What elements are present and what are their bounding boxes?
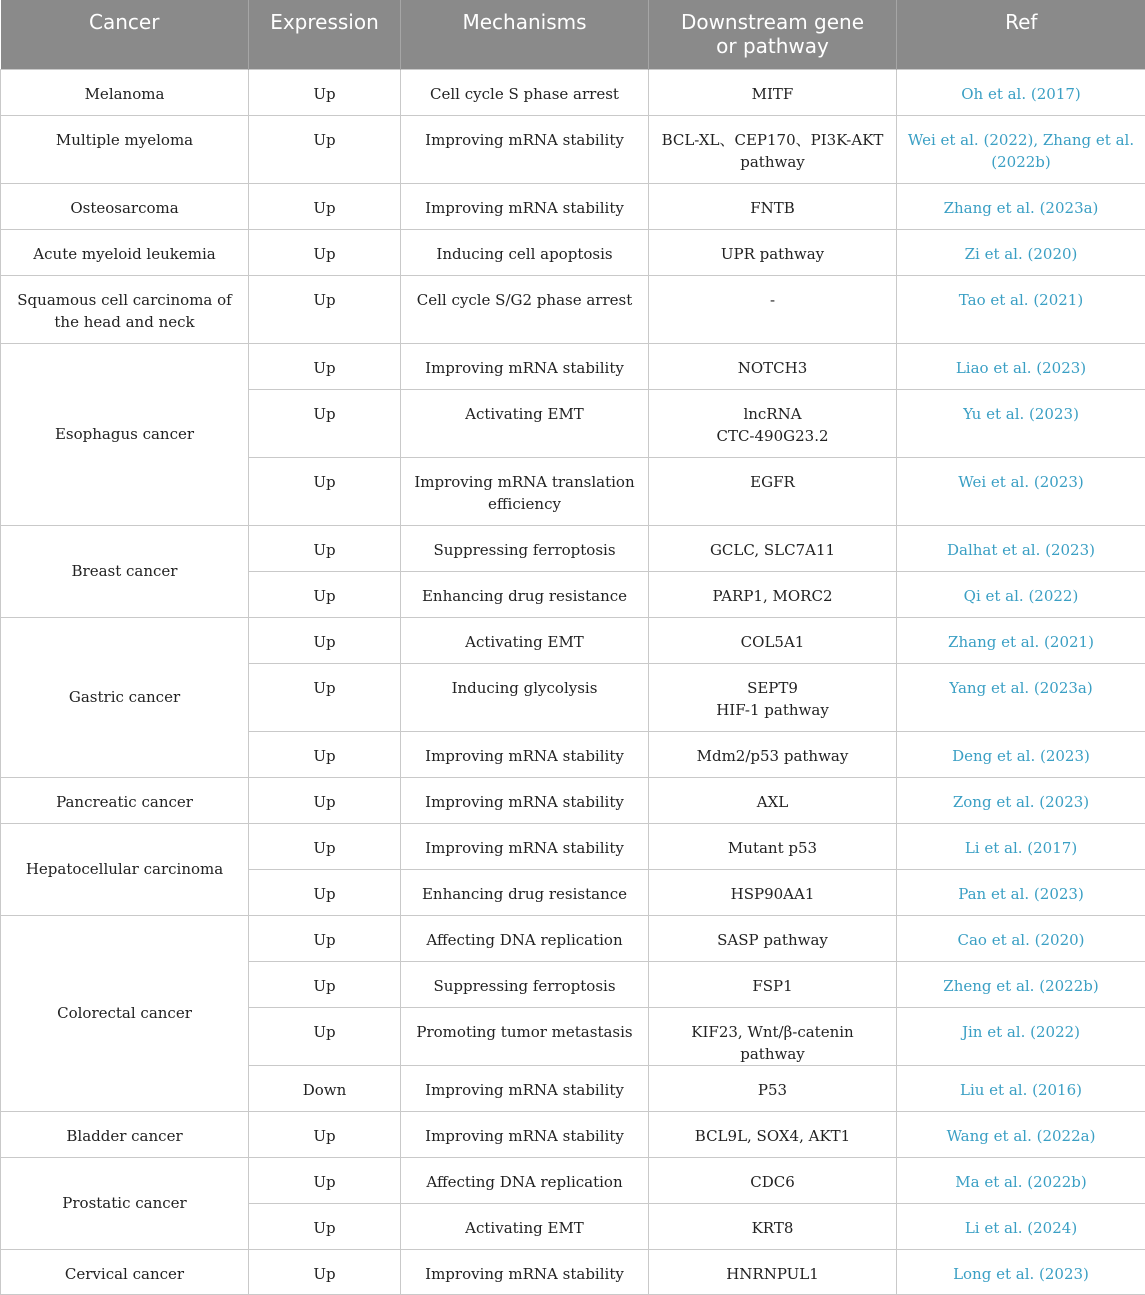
ref-link[interactable]: Jin et al. (2022) <box>897 1007 1145 1065</box>
ref-link[interactable]: Yang et al. (2023a) <box>897 663 1145 731</box>
mechanism-cell: Inducing glycolysis <box>401 663 649 731</box>
expression-cell: Up <box>249 115 401 183</box>
downstream-cell: MITF <box>649 69 897 115</box>
expression-cell: Up <box>249 915 401 961</box>
table-body <box>1 69 1145 1294</box>
downstream-cell: BCL9L, SOX4, AKT1 <box>649 1111 897 1157</box>
downstream-cell: BCL-XL、CEP170、PI3K-AKT pathway <box>649 115 897 183</box>
expression-cell: Up <box>249 525 401 571</box>
downstream-cell: UPR pathway <box>649 229 897 275</box>
table-row <box>1 1157 1145 1203</box>
table-header <box>1 0 1145 69</box>
expression-cell: Up <box>249 457 401 525</box>
mechanism-cell: Improving mRNA stability <box>401 183 649 229</box>
expression-cell: Up <box>249 777 401 823</box>
ref-link[interactable]: Pan et al. (2023) <box>897 869 1145 915</box>
expression-cell: Up <box>249 571 401 617</box>
expression-cell: Up <box>249 1249 401 1294</box>
mechanism-cell: Improving mRNA stability <box>401 343 649 389</box>
table-row <box>1 915 1145 961</box>
downstream-cell: SASP pathway <box>649 915 897 961</box>
table-row <box>1 1111 1145 1157</box>
cancer-cell: Bladder cancer <box>1 1111 249 1157</box>
table-row <box>1 69 1145 115</box>
mechanism-cell: Enhancing drug resistance <box>401 869 649 915</box>
expression-cell: Up <box>249 229 401 275</box>
header-ref: Ref <box>897 0 1145 69</box>
expression-cell: Up <box>249 663 401 731</box>
cancer-cell: Melanoma <box>1 69 249 115</box>
cancer-cell: Multiple myeloma <box>1 115 249 183</box>
ref-link[interactable]: Zong et al. (2023) <box>897 777 1145 823</box>
mechanism-cell: Affecting DNA replication <box>401 1157 649 1203</box>
downstream-cell: PARP1, MORC2 <box>649 571 897 617</box>
header-downstream: Downstream gene or pathway <box>649 0 897 69</box>
cancer-cell: Prostatic cancer <box>1 1157 249 1249</box>
expression-cell: Up <box>249 1111 401 1157</box>
mechanism-cell: Cell cycle S/G2 phase arrest <box>401 275 649 343</box>
cancer-cell: Osteosarcoma <box>1 183 249 229</box>
ref-link[interactable]: Dalhat et al. (2023) <box>897 525 1145 571</box>
table-row <box>1 343 1145 389</box>
ref-link[interactable]: Oh et al. (2017) <box>897 69 1145 115</box>
downstream-cell: SEPT9 HIF-1 pathway <box>649 663 897 731</box>
mechanism-cell: Improving mRNA stability <box>401 823 649 869</box>
cancer-cell: Acute myeloid leukemia <box>1 229 249 275</box>
cancer-cell: Cervical cancer <box>1 1249 249 1294</box>
expression-cell: Up <box>249 617 401 663</box>
expression-cell: Up <box>249 1007 401 1065</box>
mechanism-cell: Promoting tumor metastasis <box>401 1007 649 1065</box>
downstream-cell: COL5A1 <box>649 617 897 663</box>
mechanism-cell: Improving mRNA stability <box>401 731 649 777</box>
ref-link[interactable]: Wei et al. (2023) <box>897 457 1145 525</box>
cancer-cell: Gastric cancer <box>1 617 249 777</box>
downstream-cell: CDC6 <box>649 1157 897 1203</box>
cancer-cell: Colorectal cancer <box>1 915 249 1111</box>
expression-cell: Up <box>249 731 401 777</box>
expression-cell: Up <box>249 823 401 869</box>
downstream-cell: P53 <box>649 1065 897 1111</box>
table-row <box>1 1249 1145 1294</box>
mechanism-cell: Cell cycle S phase arrest <box>401 69 649 115</box>
table-row <box>1 115 1145 183</box>
downstream-cell: Mdm2/p53 pathway <box>649 731 897 777</box>
table-row <box>1 183 1145 229</box>
downstream-cell: Mutant p53 <box>649 823 897 869</box>
ref-link[interactable]: Qi et al. (2022) <box>897 571 1145 617</box>
ref-link[interactable]: Li et al. (2024) <box>897 1203 1145 1249</box>
downstream-cell: AXL <box>649 777 897 823</box>
downstream-cell: EGFR <box>649 457 897 525</box>
mechanism-cell: Activating EMT <box>401 617 649 663</box>
table-row <box>1 229 1145 275</box>
expression-cell: Up <box>249 961 401 1007</box>
expression-cell: Up <box>249 69 401 115</box>
ref-link[interactable]: Liu et al. (2016) <box>897 1065 1145 1111</box>
downstream-cell: KRT8 <box>649 1203 897 1249</box>
header-mechanisms: Mechanisms <box>401 0 649 69</box>
ref-link[interactable]: Cao et al. (2020) <box>897 915 1145 961</box>
ref-link[interactable]: Li et al. (2017) <box>897 823 1145 869</box>
mechanism-cell: Improving mRNA translation efficiency <box>401 457 649 525</box>
ref-link[interactable]: Yu et al. (2023) <box>897 389 1145 457</box>
expression-cell: Up <box>249 1203 401 1249</box>
mechanism-cell: Inducing cell apoptosis <box>401 229 649 275</box>
downstream-cell: GCLC, SLC7A11 <box>649 525 897 571</box>
expression-cell: Up <box>249 389 401 457</box>
ref-link[interactable]: Long et al. (2023) <box>897 1249 1145 1294</box>
expression-cell: Up <box>249 343 401 389</box>
ref-link[interactable]: Zhang et al. (2023a) <box>897 183 1145 229</box>
expression-cell: Up <box>249 1157 401 1203</box>
mechanism-cell: Improving mRNA stability <box>401 115 649 183</box>
downstream-cell: FNTB <box>649 183 897 229</box>
downstream-cell: - <box>649 275 897 343</box>
ref-link[interactable]: Ma et al. (2022b) <box>897 1157 1145 1203</box>
expression-cell: Up <box>249 869 401 915</box>
ref-link[interactable]: Wang et al. (2022a) <box>897 1111 1145 1157</box>
expression-cell: Up <box>249 275 401 343</box>
cancer-cell: Squamous cell carcinoma of the head and neck <box>1 275 249 343</box>
mechanism-cell: Improving mRNA stability <box>401 777 649 823</box>
table-row <box>1 525 1145 571</box>
downstream-cell: HSP90AA1 <box>649 869 897 915</box>
header-cancer: Cancer <box>1 0 249 69</box>
ref-link[interactable]: Liao et al. (2023) <box>897 343 1145 389</box>
mechanism-cell: Activating EMT <box>401 1203 649 1249</box>
mechanism-cell: Affecting DNA replication <box>401 915 649 961</box>
downstream-cell: NOTCH3 <box>649 343 897 389</box>
expression-cell: Down <box>249 1065 401 1111</box>
ref-link[interactable]: Tao et al. (2021) <box>897 275 1145 343</box>
mechanism-cell: Enhancing drug resistance <box>401 571 649 617</box>
downstream-cell: HNRNPUL1 <box>649 1249 897 1294</box>
ref-link[interactable]: Zheng et al. (2022b) <box>897 961 1145 1007</box>
ref-link[interactable]: Wei et al. (2022), Zhang et al. (2022b) <box>897 115 1145 183</box>
mechanism-cell: Suppressing ferroptosis <box>401 961 649 1007</box>
downstream-cell: KIF23, Wnt/β-catenin pathway <box>649 1007 897 1065</box>
table-row <box>1 777 1145 823</box>
cancer-cell: Breast cancer <box>1 525 249 617</box>
table-row <box>1 275 1145 343</box>
downstream-cell: FSP1 <box>649 961 897 1007</box>
mechanism-cell: Improving mRNA stability <box>401 1111 649 1157</box>
table-row <box>1 617 1145 663</box>
mechanism-cell: Activating EMT <box>401 389 649 457</box>
mechanism-cell: Improving mRNA stability <box>401 1249 649 1294</box>
downstream-cell: lncRNA CTC-490G23.2 <box>649 389 897 457</box>
mechanism-cell: Improving mRNA stability <box>401 1065 649 1111</box>
ref-link[interactable]: Zhang et al. (2021) <box>897 617 1145 663</box>
cancer-cell: Esophagus cancer <box>1 343 249 525</box>
table-row <box>1 823 1145 869</box>
ref-link[interactable]: Deng et al. (2023) <box>897 731 1145 777</box>
header-expression: Expression <box>249 0 401 69</box>
ref-link[interactable]: Zi et al. (2020) <box>897 229 1145 275</box>
cancer-cell: Pancreatic cancer <box>1 777 249 823</box>
mechanism-cell: Suppressing ferroptosis <box>401 525 649 571</box>
expression-cell: Up <box>249 183 401 229</box>
cancer-cell: Hepatocellular carcinoma <box>1 823 249 915</box>
